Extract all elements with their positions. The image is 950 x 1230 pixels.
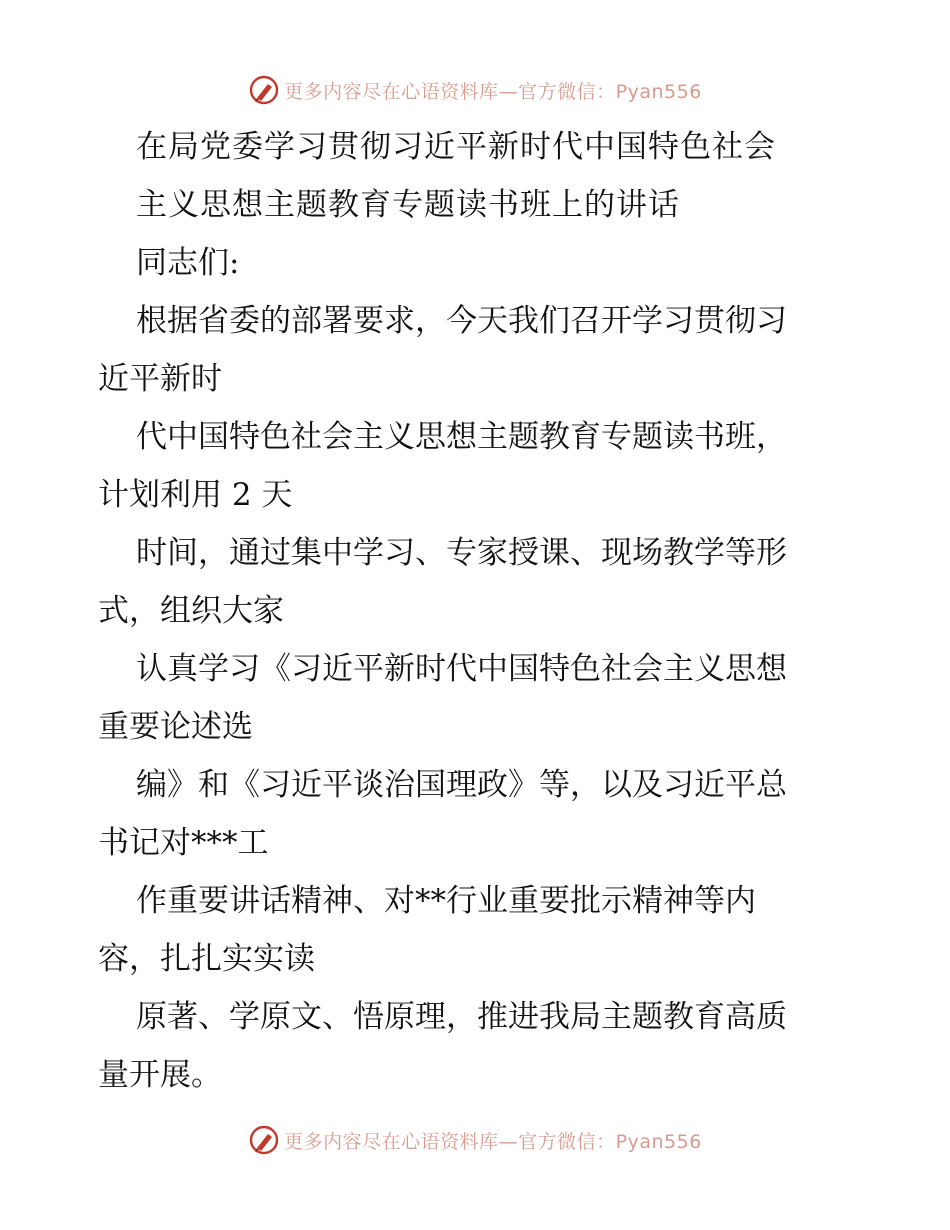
body-line: 重要论述选 [98,709,253,745]
watermark-header [0,70,950,110]
pen-circle-icon [248,74,280,106]
body-line: 编》和《习近平谈治国理政》等，以及习近平总 [136,767,787,803]
body-line: 书记对***工 [98,825,269,861]
paragraph-lines [98,292,858,1104]
body-line: 原著、学原文、悟原理，推进我局主题教育高质 [136,999,787,1035]
title-line-1: 在局党委学习贯彻习近平新时代中国特色社会 [136,129,776,165]
body-line: 代中国特色社会主义思想主题教育专题读书班， [136,419,787,455]
body-line: 式，组织大家 [98,593,284,629]
body-line: 近平新时 [98,361,222,397]
watermark-text: 更多内容尽在心语资料库—官方微信：Pyan556 [284,1130,702,1153]
body-line: 时间，通过集中学习、专家授课、现场教学等形 [136,535,787,571]
document-body [98,118,858,1104]
salutation: 同志们: [136,245,240,281]
title-line-2: 主义思想主题教育专题读书班上的讲话 [136,187,680,223]
watermark-text: 更多内容尽在心语资料库—官方微信：Pyan556 [284,80,702,103]
body-line: 根据省委的部署要求，今天我们召开学习贯彻习 [136,303,787,339]
pen-circle-icon [248,1124,280,1156]
body-line: 作重要讲话精神、对**行业重要批示精神等内 [136,883,756,919]
watermark-footer [0,1120,950,1160]
body-line: 认真学习《习近平新时代中国特色社会主义思想 [136,651,787,687]
body-line: 计划利用 2 天 [98,477,293,513]
body-line: 量开展。 [98,1057,222,1093]
body-line: 容，扎扎实实读 [98,941,315,977]
